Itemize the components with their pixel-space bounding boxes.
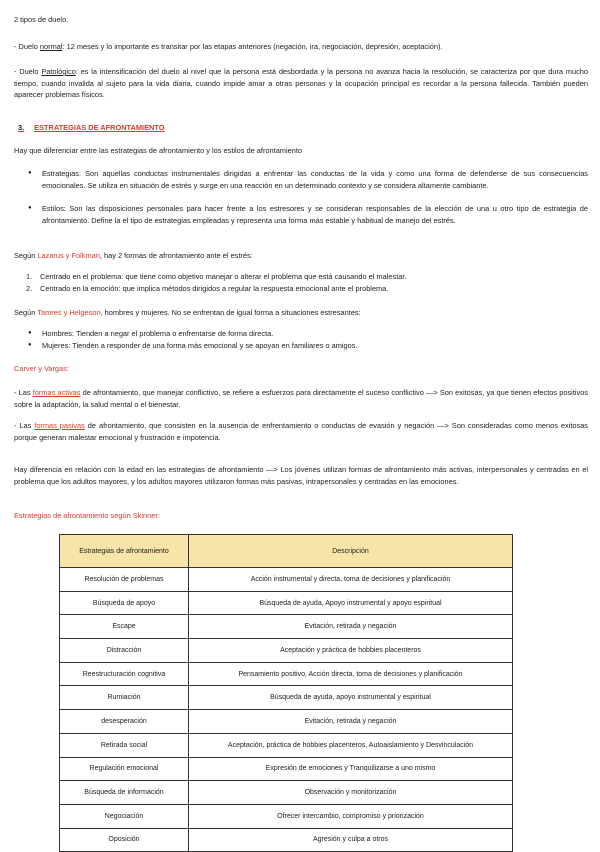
list-item: ● Estilos: Son las disposiciones personales para hacer frente a los estresores y se consideran responsables de la elección de una u otro tipo de estrategia de afrontamiento. Define la el tipo de estrategias empleadas y representa una forma más estable y habitual de manejo del estrés. (42, 203, 588, 226)
table-row (60, 781, 513, 805)
carver-heading: Carver y Vargas: (14, 364, 69, 373)
description-cell: Búsqueda de ayuda, apoyo instrumental y espiritual (189, 686, 513, 710)
strategy-cell: Regulación emocional (60, 757, 189, 781)
section-heading: 3. ESTRATEGIAS DE AFRONTAMIENTO (18, 123, 165, 132)
strategy-cell: Oposición (60, 828, 189, 852)
strategy-cell: Retirada social (60, 733, 189, 757)
description-cell: Aceptación y práctica de hobbies placenteros (189, 639, 513, 663)
strategy-cell: desesperación (60, 710, 189, 734)
strategy-cell: Búsqueda de apoyo (60, 591, 189, 615)
table-row (60, 568, 513, 592)
description-cell: Aceptación, práctica de hobbies placenteros, Autoaislamiento y Desvinculación (189, 733, 513, 757)
skinner-table (59, 534, 513, 852)
table-row (60, 615, 513, 639)
lazarus-list (14, 271, 574, 294)
table-row (60, 662, 513, 686)
strategy-cell: Rumiación (60, 686, 189, 710)
list-item: 1. Centrado en el problema: que tiene como objetivo manejar o alterar el problema que está causando el malestar. (26, 272, 407, 281)
duelo-normal-term: normal (39, 42, 63, 51)
lazarus-paragraph: Según Lazarus y Folkman, hay 2 formas de afrontamiento ante el estrés: (14, 251, 253, 260)
header-estrategias: Estrategias de afrontamiento (60, 535, 189, 568)
description-cell: Búsqueda de ayuda, Apoyo instrumental y apoyo espiritual (189, 591, 513, 615)
formas-pasivas-paragraph: - Las formas pasivas de afrontamiento, que consisten en la ausencia de enfrentamiento o conductas de evasión y negación —> Son consideradas como menos exitosas porque generan malestar emocional y frustración e impotencia. (14, 421, 589, 442)
description-cell: Agresión y culpa a otros (189, 828, 513, 852)
formas-pasivas-term: formas pasivas (34, 421, 85, 430)
strategy-cell: Distracción (60, 639, 189, 663)
header-descripcion: Descripción (189, 535, 513, 568)
description-cell: Evitación, retirada y negación (189, 710, 513, 734)
list-item: ● Hombres: Tienden a negar el problema o enfrentarse de forma directa. (42, 328, 588, 340)
description-cell: Observación y monitorización (189, 781, 513, 805)
strategy-cell: Búsqueda de información (60, 781, 189, 805)
duelo-patologico-term: Patológico (41, 67, 76, 76)
intro-line: 2 tipos de duelo. (14, 15, 69, 24)
description-cell: Pensamiento positivo, Acción directa, toma de decisiones y planificación (189, 662, 513, 686)
strategy-cell: Reestructuración cognitiva (60, 662, 189, 686)
list-item: ● Mujeres: Tienden a responder de una forma más emocional y se apoyan en familiares o amigos. (42, 340, 588, 352)
table-row (60, 733, 513, 757)
table-row (60, 757, 513, 781)
tamres-authors: Tamres y Helgeson (37, 308, 101, 317)
description-cell: Ofrecer intercambio, compromiso y priorización (189, 804, 513, 828)
formas-activas-paragraph: - Las formas activas de afrontamiento, que manejar conflictivo, se refiere a esfuerzos para directamente el suceso conflictivo —> Son exitosas, ya que tienen efectos positivos sobre la adaptación, la salud mental o el bienestar. (14, 388, 589, 409)
intro-diff: Hay que diferenciar entre las estrategias de afrontamiento y los estilos de afrontamiento (14, 146, 302, 155)
tamres-list (14, 328, 588, 351)
list-item: 2. Centrado en la emoción: que implica métodos dirigidos a regular la respuesta emocional ante el problema. (26, 283, 389, 293)
table-row (60, 591, 513, 615)
description-cell: Evitación, retirada y negación (189, 615, 513, 639)
table-row (60, 686, 513, 710)
table-header-row (60, 535, 513, 568)
lazarus-authors: Lazarus y Folkman (37, 251, 100, 260)
duelo-normal-paragraph: - Duelo normal: 12 meses y lo importante es transitar por las etapas anteriores (negación, ira, negociación, depresión, aceptación). (14, 42, 443, 51)
tamres-paragraph: Según Tamres y Helgeson, hombres y mujeres. No se enfrentan de igual forma a situaciones estresantes: (14, 308, 361, 317)
strategy-cell: Resolución de problemas (60, 568, 189, 592)
description-cell: Expresión de emociones y Tranquilizarse a uno mismo (189, 757, 513, 781)
description-cell: Acción instrumental y directa, toma de decisiones y planificación (189, 568, 513, 592)
table-row (60, 804, 513, 828)
table-body (60, 568, 513, 852)
table-row (60, 710, 513, 734)
table-row (60, 828, 513, 852)
formas-activas-term: formas activas (32, 388, 81, 397)
list-item: ● Estrategias: Son aquellas conductas instrumentales dirigidas a enfrentar las conductas de la vida y como una forma de defenderse de sus consecuencias emocionales. Se utiliza en situación de estrés y surge en una reacción en un determinado contexto y se considera altamente cambiante. (42, 168, 588, 191)
duelo-patologico-paragraph: - Duelo Patológico: es la intensificación del duelo al nivel que la persona está desbordada y la persona no avanza hacia la resolución, se caracteriza por que dura mucho tiempo, cuando invalida al sujeto para la vida diaria, cuando impide amar a otras personas y la ocupación principal es recordar a la persona fallecida. También pueden aparecer problemas físicos. (14, 67, 588, 100)
strategy-cell: Escape (60, 615, 189, 639)
table-row (60, 639, 513, 663)
definitions-list (14, 168, 588, 226)
strategy-cell: Negociación (60, 804, 189, 828)
skinner-title: Estrategias de afrontamiento según Skinner: (14, 511, 160, 520)
edad-paragraph: Hay diferencia en relación con la edad en las estrategias de afrontamiento —> Los jóvenes utilizan formas de afrontamiento más activas, interpersonales y centradas en el problema que los adultos mayores, y los adultos mayores utilizaron formas más pasivas, intrapersonales y centradas en las emociones. (14, 465, 588, 486)
